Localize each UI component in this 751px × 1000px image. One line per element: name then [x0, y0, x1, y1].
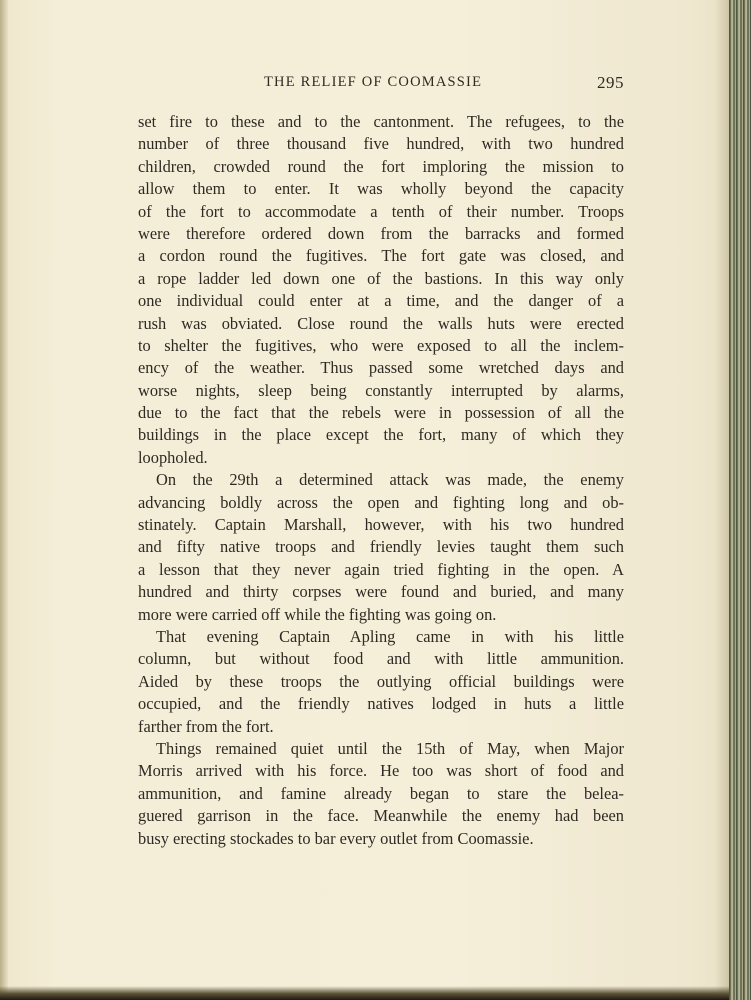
- body-text: [138, 111, 624, 850]
- text-line: of the fort to accommodate a tenth of their number. Troops: [138, 201, 624, 221]
- text-line: number of three thousand five hundred, with two hundred: [138, 134, 624, 154]
- text-line: and fifty native troops and friendly levies taught them such: [138, 537, 624, 557]
- text-line: busy erecting stockades to bar every outlet from Coomassie.: [138, 828, 534, 848]
- text-line: were therefore ordered down from the barracks and formed: [138, 223, 624, 243]
- text-line: a lesson that they never again tried fighting in the open. A: [138, 559, 624, 579]
- text-line: stinately. Captain Marshall, however, with his two hundred: [138, 515, 624, 535]
- text-line: worse nights, sleep being constantly interrupted by alarms,: [138, 380, 624, 400]
- page-bottom-shadow: [0, 986, 729, 1000]
- text-line: That evening Captain Apling came in with his little: [156, 626, 624, 646]
- text-line: Aided by these troops the outlying official buildings were: [138, 671, 624, 691]
- text-line: guered garrison in the face. Meanwhile the enemy had been: [138, 806, 624, 826]
- text-line: Things remained quiet until the 15th of May, when Major: [156, 738, 624, 758]
- page-number: 295: [597, 73, 624, 92]
- text-line: to shelter the fugitives, who were exposed to all the inclem-: [138, 335, 624, 355]
- text-line: Morris arrived with his force. He too was short of food and: [138, 761, 624, 781]
- text-line: set fire to these and to the cantonment. The refugees, to the: [138, 112, 624, 131]
- book-page-edges: [729, 0, 751, 1000]
- text-line: advancing boldly across the open and fighting long and ob-: [138, 492, 624, 512]
- text-line: children, crowded round the fort imploring the mission to: [138, 156, 624, 176]
- text-line: buildings in the place except the fort, many of which they: [138, 425, 624, 445]
- text-line: ency of the weather. Thus passed some wretched days and: [138, 358, 624, 378]
- running-title: THE RELIEF OF COOMASSIE: [264, 74, 483, 90]
- text-line: occupied, and the friendly natives lodged in huts a little: [138, 694, 624, 714]
- text-line: a cordon round the fugitives. The fort gate was closed, and: [138, 246, 624, 266]
- text-line: ammunition, and famine already began to stare the belea-: [138, 783, 624, 803]
- text-line: a rope ladder led down one of the bastions. In this way only: [138, 268, 624, 288]
- page-fold-shadow: [715, 0, 729, 1000]
- text-line: due to the fact that the rebels were in possession of all the: [138, 403, 624, 423]
- text-line: rush was obviated. Close round the walls huts were erected: [138, 313, 624, 333]
- text-line: column, but without food and with little ammunition.: [138, 649, 624, 669]
- text-line: On the 29th a determined attack was made, the enemy: [156, 470, 624, 490]
- text-line: one individual could enter at a time, and the danger of a: [138, 291, 624, 311]
- text-line: loopholed.: [138, 447, 208, 467]
- page-header: [138, 74, 624, 96]
- text-line: farther from the fort.: [138, 716, 274, 736]
- text-line: more were carried off while the fighting was going on.: [138, 604, 497, 624]
- page-gutter-left: [0, 0, 8, 1000]
- text-line: hundred and thirty corpses were found and buried, and many: [138, 582, 624, 602]
- text-line: allow them to enter. It was wholly beyond the capacity: [138, 179, 624, 199]
